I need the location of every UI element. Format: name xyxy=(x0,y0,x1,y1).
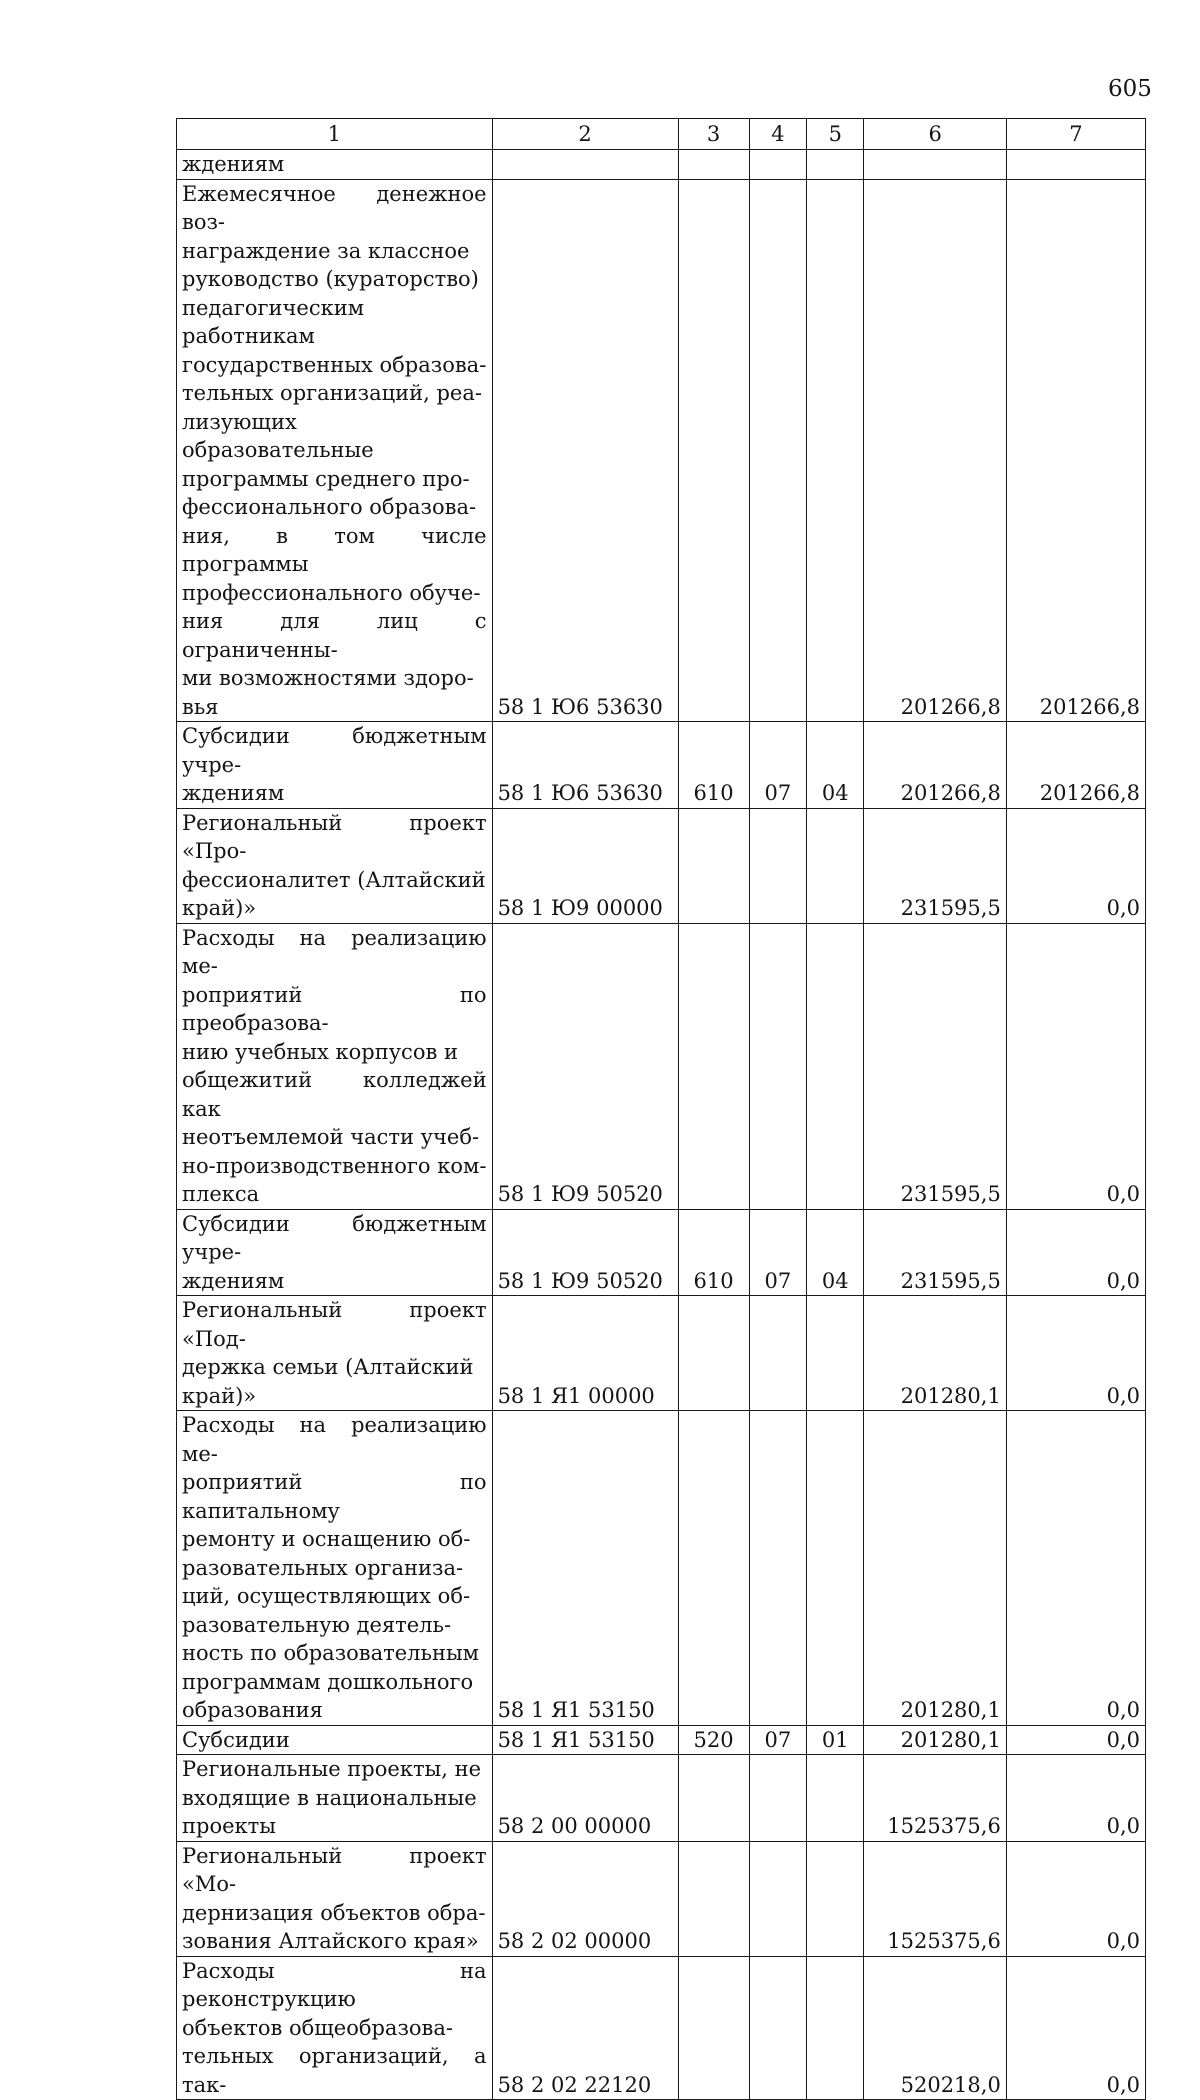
amount-column-7: 0,0 xyxy=(1006,1755,1145,1842)
target-article-code: 58 2 02 00000 xyxy=(492,1841,678,1956)
table-row xyxy=(177,1755,1146,1842)
page-number: 605 xyxy=(1108,76,1152,102)
column-header: 5 xyxy=(807,119,864,150)
column-header: 3 xyxy=(678,119,749,150)
section-code: 07 xyxy=(749,722,806,809)
expense-type-code xyxy=(678,179,749,722)
amount-column-7: 0,0 xyxy=(1006,923,1145,1209)
subsection-code xyxy=(807,1755,864,1842)
expense-type-code xyxy=(678,1755,749,1842)
amount-column-6 xyxy=(864,150,1006,180)
target-article-code: 58 1 Ю9 00000 xyxy=(492,808,678,923)
subsection-code xyxy=(807,1411,864,1726)
amount-column-6: 201280,1 xyxy=(864,1296,1006,1411)
row-description: Расходы на реализацию ме- роприятий по капитальному ремонту и оснащению об- разовательных организа- ций, осуществляющих об- разовательную деятель- ность по образовательным программам дошкольного образования xyxy=(177,1411,493,1726)
section-code xyxy=(749,808,806,923)
subsection-code: 04 xyxy=(807,1209,864,1296)
row-description: Региональные проекты, не входящие в национальные проекты xyxy=(177,1755,493,1842)
row-description: Субсидии xyxy=(177,1725,493,1755)
section-code xyxy=(749,1755,806,1842)
amount-column-7: 201266,8 xyxy=(1006,179,1145,722)
subsection-code xyxy=(807,1956,864,2100)
subsection-code xyxy=(807,1296,864,1411)
target-article-code: 58 1 Ю9 50520 xyxy=(492,923,678,1209)
row-description: ждениям xyxy=(177,150,493,180)
table-row xyxy=(177,1411,1146,1726)
expense-type-code xyxy=(678,808,749,923)
section-code: 07 xyxy=(749,1209,806,1296)
table-row xyxy=(177,1956,1146,2100)
subsection-code xyxy=(807,1841,864,1956)
amount-column-7: 0,0 xyxy=(1006,1841,1145,1956)
expense-type-code: 610 xyxy=(678,722,749,809)
amount-column-7: 0,0 xyxy=(1006,1956,1145,2100)
expense-type-code xyxy=(678,923,749,1209)
target-article-code: 58 1 Я1 00000 xyxy=(492,1296,678,1411)
table-row xyxy=(177,1209,1146,1296)
expense-type-code xyxy=(678,1411,749,1726)
column-header: 6 xyxy=(864,119,1006,150)
table-row xyxy=(177,150,1146,180)
target-article-code: 58 1 Я1 53150 xyxy=(492,1725,678,1755)
subsection-code xyxy=(807,179,864,722)
amount-column-6: 201280,1 xyxy=(864,1411,1006,1726)
amount-column-6: 231595,5 xyxy=(864,1209,1006,1296)
target-article-code: 58 1 Ю6 53630 xyxy=(492,722,678,809)
table-row xyxy=(177,923,1146,1209)
amount-column-7 xyxy=(1006,150,1145,180)
row-description: Субсидии бюджетным учре- ждениям xyxy=(177,722,493,809)
table-row xyxy=(177,1296,1146,1411)
column-header: 4 xyxy=(749,119,806,150)
expense-type-code xyxy=(678,1296,749,1411)
amount-column-7: 0,0 xyxy=(1006,1296,1145,1411)
section-code xyxy=(749,1411,806,1726)
header-row xyxy=(177,119,1146,150)
row-description: Ежемесячное денежное воз- награждение за классное руководство (кураторство) педагогическим работникам государственных образова- тельных организаций, реа- лизующих образовательные программы среднего про- фессионального образова- ния, в том числе программы профессионального обуче- ния для лиц с ограниченны- ми возможностями здоро- вья xyxy=(177,179,493,722)
expense-type-code: 610 xyxy=(678,1209,749,1296)
amount-column-6: 1525375,6 xyxy=(864,1755,1006,1842)
target-article-code: 58 1 Я1 53150 xyxy=(492,1411,678,1726)
amount-column-7: 0,0 xyxy=(1006,1209,1145,1296)
column-header: 2 xyxy=(492,119,678,150)
target-article-code: 58 2 02 22120 xyxy=(492,1956,678,2100)
expense-type-code: 520 xyxy=(678,1725,749,1755)
amount-column-6: 520218,0 xyxy=(864,1956,1006,2100)
subsection-code xyxy=(807,923,864,1209)
section-code xyxy=(749,1956,806,2100)
target-article-code: 58 2 00 00000 xyxy=(492,1755,678,1842)
section-code: 07 xyxy=(749,1725,806,1755)
table-row xyxy=(177,1841,1146,1956)
expense-type-code xyxy=(678,1841,749,1956)
row-description: Региональный проект «Про- фессионалитет (Алтайский край)» xyxy=(177,808,493,923)
section-code xyxy=(749,150,806,180)
amount-column-6: 201280,1 xyxy=(864,1725,1006,1755)
expense-type-code xyxy=(678,150,749,180)
column-header: 1 xyxy=(177,119,493,150)
amount-column-7: 201266,8 xyxy=(1006,722,1145,809)
section-code xyxy=(749,1841,806,1956)
subsection-code xyxy=(807,150,864,180)
subsection-code xyxy=(807,808,864,923)
budget-table xyxy=(176,118,1146,2100)
amount-column-7: 0,0 xyxy=(1006,808,1145,923)
table-row xyxy=(177,808,1146,923)
amount-column-6: 201266,8 xyxy=(864,722,1006,809)
amount-column-6: 231595,5 xyxy=(864,808,1006,923)
amount-column-6: 1525375,6 xyxy=(864,1841,1006,1956)
amount-column-6: 231595,5 xyxy=(864,923,1006,1209)
target-article-code xyxy=(492,150,678,180)
amount-column-6: 201266,8 xyxy=(864,179,1006,722)
target-article-code: 58 1 Ю9 50520 xyxy=(492,1209,678,1296)
row-description: Расходы на реализацию ме- роприятий по преобразова- нию учебных корпусов и общежитий колледжей как неотъемлемой части учеб- но-производственного ком- плекса xyxy=(177,923,493,1209)
row-description: Региональный проект «Под- держка семьи (Алтайский край)» xyxy=(177,1296,493,1411)
column-header: 7 xyxy=(1006,119,1145,150)
table-row xyxy=(177,179,1146,722)
section-code xyxy=(749,923,806,1209)
section-code xyxy=(749,1296,806,1411)
subsection-code: 01 xyxy=(807,1725,864,1755)
amount-column-7: 0,0 xyxy=(1006,1725,1145,1755)
section-code xyxy=(749,179,806,722)
subsection-code: 04 xyxy=(807,722,864,809)
expense-type-code xyxy=(678,1956,749,2100)
table-row xyxy=(177,1725,1146,1755)
row-description: Субсидии бюджетным учре- ждениям xyxy=(177,1209,493,1296)
target-article-code: 58 1 Ю6 53630 xyxy=(492,179,678,722)
row-description: Расходы на реконструкцию объектов общеобразова- тельных организаций, а так- xyxy=(177,1956,493,2100)
amount-column-7: 0,0 xyxy=(1006,1411,1145,1726)
table-row xyxy=(177,722,1146,809)
row-description: Региональный проект «Мо- дернизация объектов обра- зования Алтайского края» xyxy=(177,1841,493,1956)
